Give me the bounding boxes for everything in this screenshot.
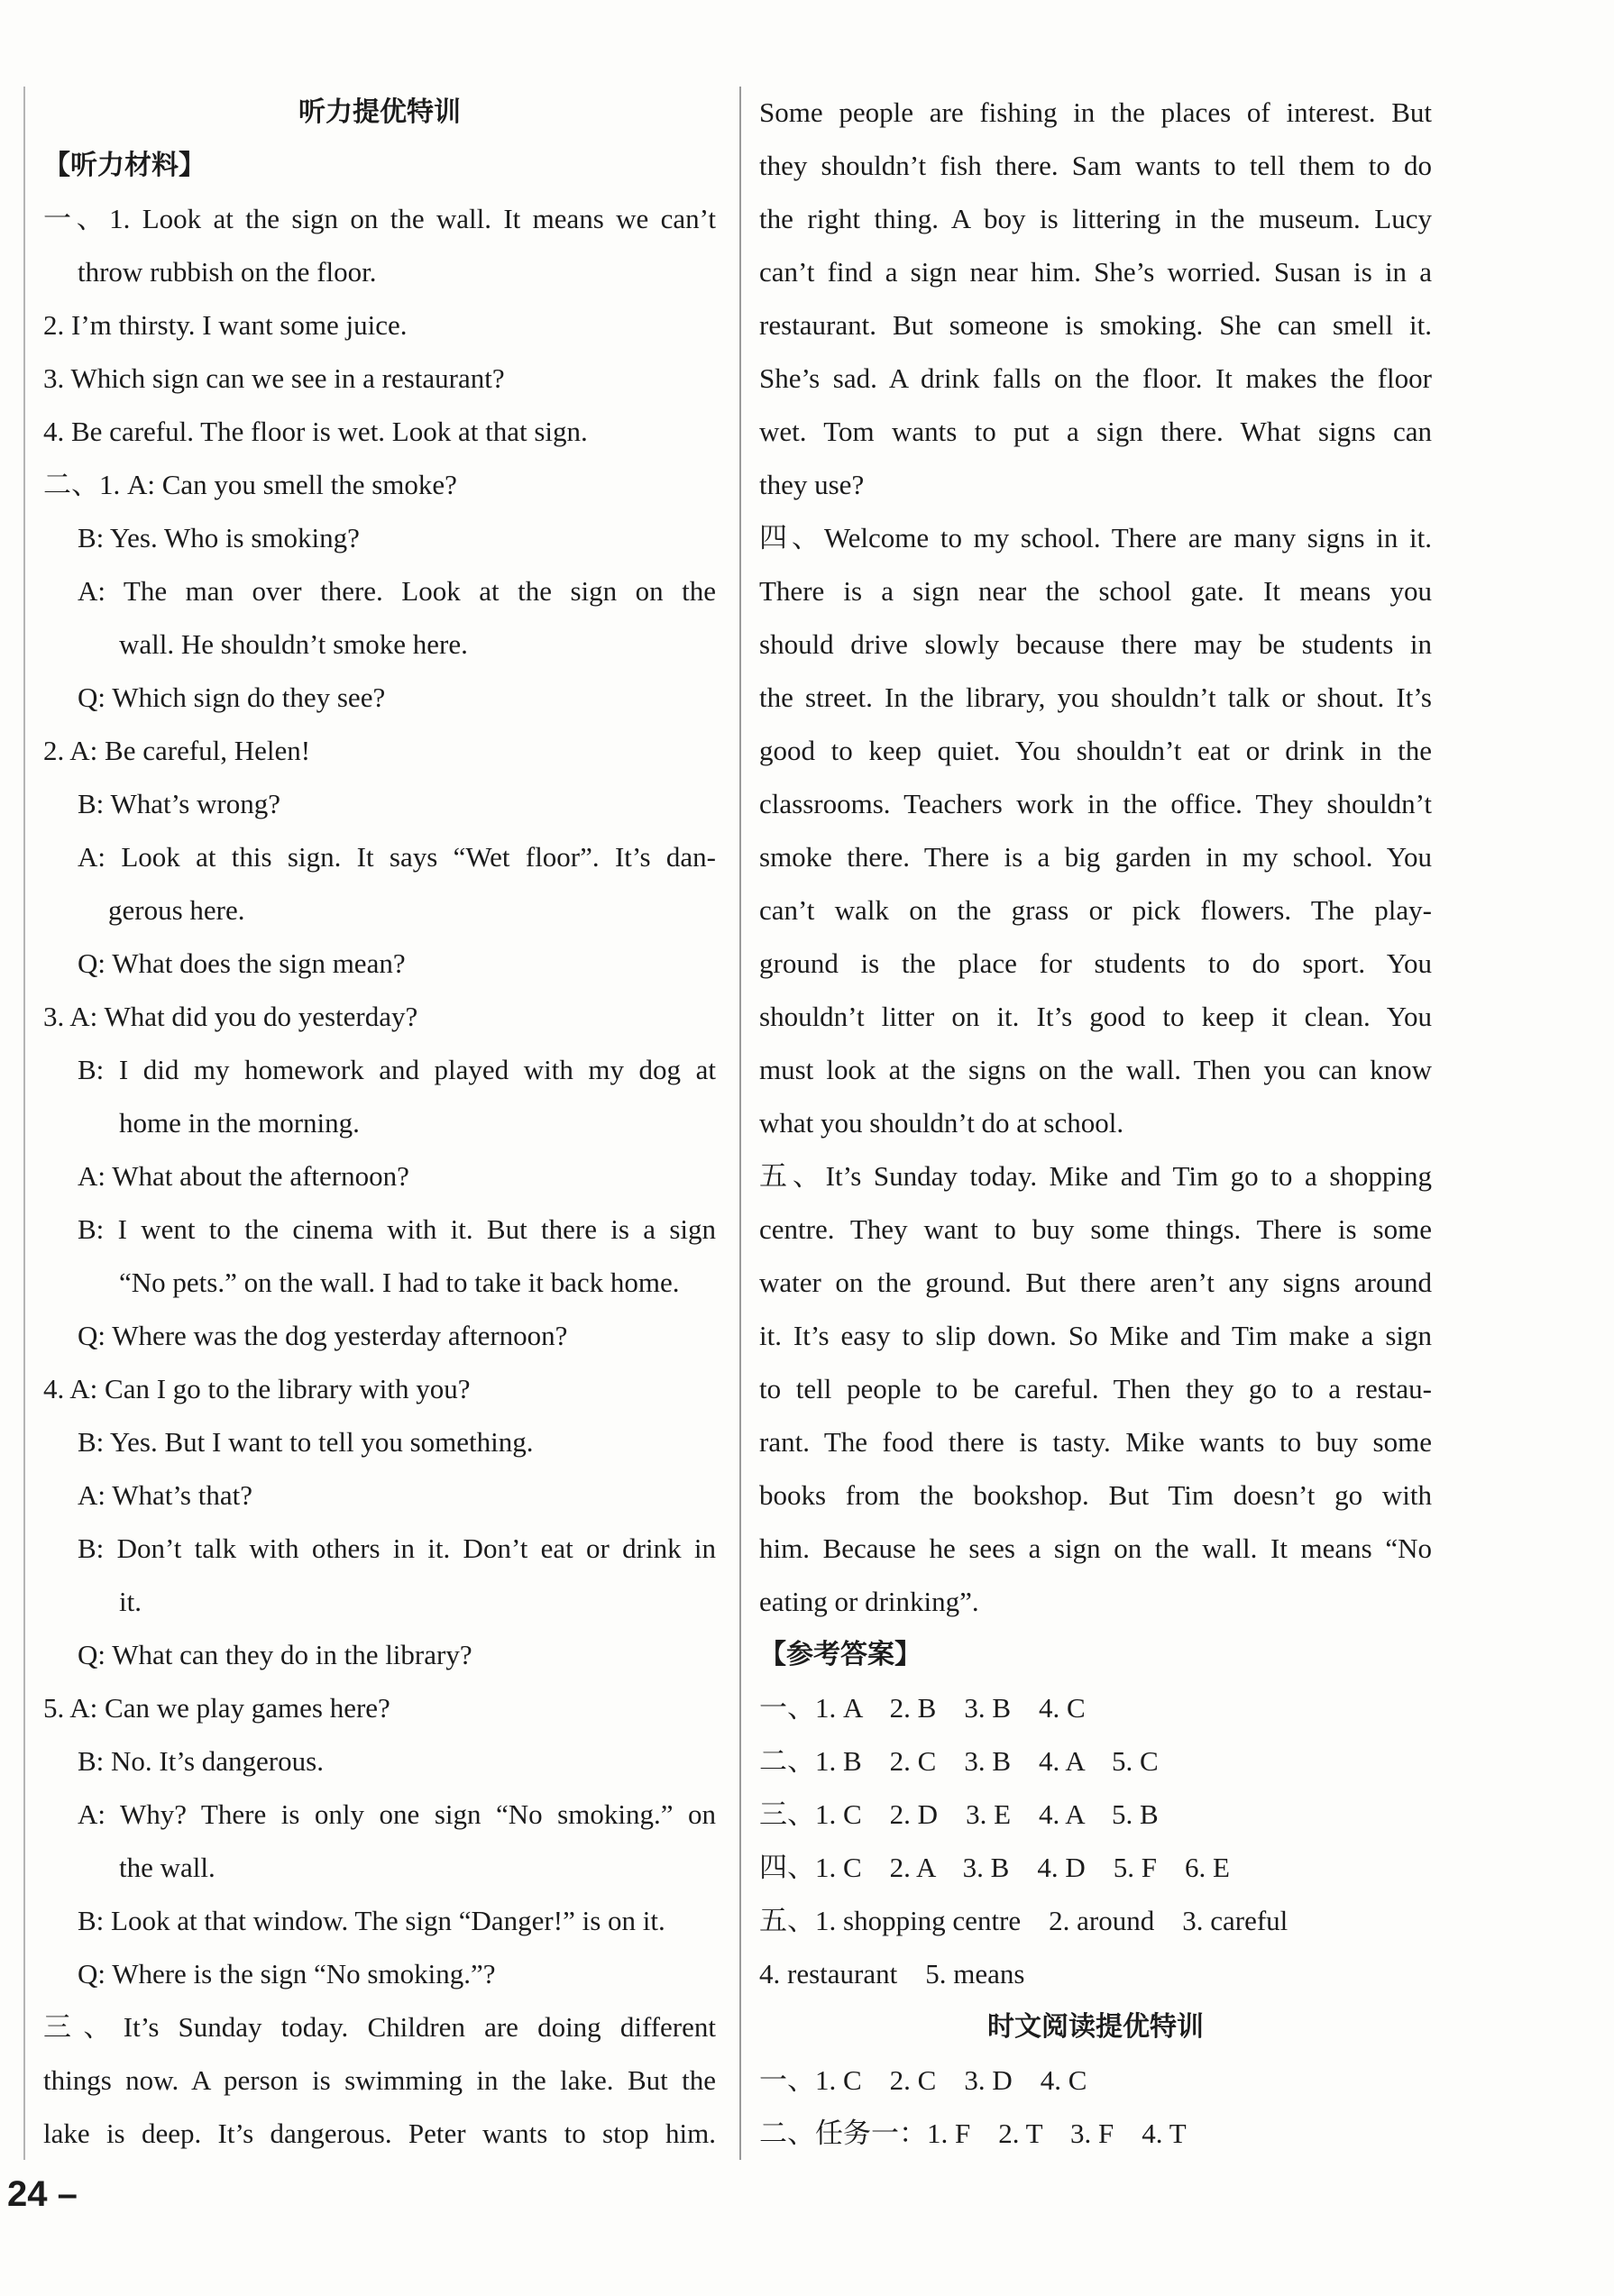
text-line: ground is the place for students to do sport. You <box>759 947 1432 979</box>
text-line: the right thing. A boy is littering in the museum. Lucy <box>759 203 1432 234</box>
text-line: A: The man over there. Look at the sign on the <box>78 575 716 607</box>
right-column <box>759 86 1432 2160</box>
text-line: B: No. It’s dangerous. <box>78 1745 324 1777</box>
text-line: smoke there. There is a big garden in my school. You <box>759 841 1432 873</box>
answer-line: 一、1. C 2. C 3. D 4. C <box>759 2064 1087 2096</box>
text-line: him. Because he sees a sign on the wall. It means “No <box>759 1532 1432 1564</box>
text-line: must look at the signs on the wall. Then you can know <box>759 1054 1432 1085</box>
text-line: restaurant. But someone is smoking. She can smell it. <box>759 309 1432 341</box>
answer-line: 4. restaurant 5. means <box>759 1958 1025 1990</box>
text-line: what you shouldn’t do at school. <box>759 1107 1124 1139</box>
answer-key-heading: 【参考答案】 <box>759 1639 922 1670</box>
text-line: Q: Where was the dog yesterday afternoon? <box>78 1320 568 1351</box>
left-margin-rule <box>23 87 25 2160</box>
text-line: 3. A: What did you do yesterday? <box>43 1001 418 1032</box>
answer-line: 三、1. C 2. D 3. E 4. A 5. B <box>759 1798 1159 1830</box>
text-line: 4. A: Can I go to the library with you? <box>43 1373 471 1404</box>
text-line: 3. Which sign can we see in a restaurant? <box>43 362 505 394</box>
text-line: classrooms. Teachers work in the office. They shouldn’t <box>759 788 1432 819</box>
text-line: home in the morning. <box>119 1107 360 1139</box>
listening-material-heading: 【听力材料】 <box>43 150 206 181</box>
text-line: they use? <box>759 469 865 500</box>
left-column <box>43 86 716 2160</box>
text-line: rant. The food there is tasty. Mike wants to buy some <box>759 1426 1432 1458</box>
text-line: B: I went to the cinema with it. But there is a sign <box>78 1213 716 1245</box>
text-line: She’s sad. A drink falls on the floor. It makes the floor <box>759 362 1432 394</box>
text-line: “No pets.” on the wall. I had to take it back home. <box>119 1267 680 1298</box>
text-line: Q: Where is the sign “No smoking.”? <box>78 1958 496 1990</box>
text-line: A: What’s that? <box>78 1479 252 1511</box>
text-line: 三、It’s Sunday today. Children are doing different <box>43 2011 716 2043</box>
text-line: should drive slowly because there may be students in <box>759 628 1432 660</box>
answer-line: 四、1. C 2. A 3. B 4. D 5. F 6. E <box>759 1852 1230 1883</box>
text-line: good to keep quiet. You shouldn’t eat or drink in the <box>759 735 1432 766</box>
text-line: eating or drinking”. <box>759 1586 979 1617</box>
text-line: B: Look at that window. The sign “Danger!” is on it. <box>78 1905 665 1936</box>
answer-line: 一、1. A 2. B 3. B 4. C <box>759 1692 1086 1724</box>
text-line: 2. A: Be careful, Helen! <box>43 735 311 766</box>
section-title-reading: 时文阅读提优特训 <box>987 2011 1204 2043</box>
text-line: 2. I’m thirsty. I want some juice. <box>43 309 408 341</box>
text-line: centre. They want to buy some things. There is some <box>759 1213 1432 1245</box>
text-line: throw rubbish on the floor. <box>78 256 377 288</box>
text-line: water on the ground. But there aren’t any signs around <box>759 1267 1432 1298</box>
text-line: Q: What can they do in the library? <box>78 1639 472 1670</box>
text-line: to tell people to be careful. Then they go to a restau- <box>759 1373 1432 1404</box>
text-line: B: Yes. Who is smoking? <box>78 522 360 553</box>
text-line: it. It’s easy to slip down. So Mike and Tim make a sign <box>759 1320 1432 1351</box>
text-line: things now. A person is swimming in the lake. But the <box>43 2064 716 2096</box>
text-line: B: Yes. But I want to tell you something. <box>78 1426 534 1458</box>
answer-line: 二、1. B 2. C 3. B 4. A 5. C <box>759 1745 1159 1777</box>
text-line: shouldn’t litter on it. It’s good to keep it clean. You <box>759 1001 1432 1032</box>
text-line: B: Don’t talk with others in it. Don’t eat or drink in <box>78 1532 716 1564</box>
answer-line: 二、任务一：1. F 2. T 3. F 4. T <box>759 2118 1187 2149</box>
text-line: 一、1. Look at the sign on the wall. It means we can’t <box>43 203 716 234</box>
text-line: can’t find a sign near him. She’s worried. Susan is in a <box>759 256 1432 288</box>
text-line: it. <box>119 1586 142 1617</box>
text-line: gerous here. <box>108 894 245 926</box>
text-line: Some people are fishing in the places of interest. But <box>759 96 1432 128</box>
text-line: 5. A: Can we play games here? <box>43 1692 390 1724</box>
column-divider <box>739 87 741 2160</box>
text-line: they shouldn’t fish there. Sam wants to tell them to do <box>759 150 1432 181</box>
text-line: B: What’s wrong? <box>78 788 281 819</box>
text-line: Q: Which sign do they see? <box>78 681 386 713</box>
text-line: 四、Welcome to my school. There are many signs in it. <box>759 522 1432 553</box>
text-line: 4. Be careful. The floor is wet. Look at that sign. <box>43 416 588 447</box>
text-line: the street. In the library, you shouldn’t talk or shout. It’s <box>759 681 1432 713</box>
page-number: 24 – <box>7 2174 78 2214</box>
text-line: A: Look at this sign. It says “Wet floor”. It’s dan- <box>78 841 716 873</box>
text-line: 五、It’s Sunday today. Mike and Tim go to a shopping <box>759 1160 1432 1192</box>
text-line: There is a sign near the school gate. It means you <box>759 575 1432 607</box>
text-line: the wall. <box>119 1852 216 1883</box>
text-line: 二、1. A: Can you smell the smoke? <box>43 469 457 500</box>
answer-line: 五、1. shopping centre 2. around 3. careful <box>759 1905 1288 1936</box>
section-title-listening: 听力提优特训 <box>298 96 461 128</box>
text-line: B: I did my homework and played with my dog at <box>78 1054 716 1085</box>
text-line: wall. He shouldn’t smoke here. <box>119 628 468 660</box>
text-line: lake is deep. It’s dangerous. Peter wants to stop him. <box>43 2118 716 2149</box>
text-line: Q: What does the sign mean? <box>78 947 406 979</box>
text-line: A: Why? There is only one sign “No smoking.” on <box>78 1798 716 1830</box>
text-line: can’t walk on the grass or pick flowers. The play- <box>759 894 1432 926</box>
text-line: A: What about the afternoon? <box>78 1160 409 1192</box>
text-line: wet. Tom wants to put a sign there. What signs can <box>759 416 1432 447</box>
text-line: books from the bookshop. But Tim doesn’t go with <box>759 1479 1432 1511</box>
